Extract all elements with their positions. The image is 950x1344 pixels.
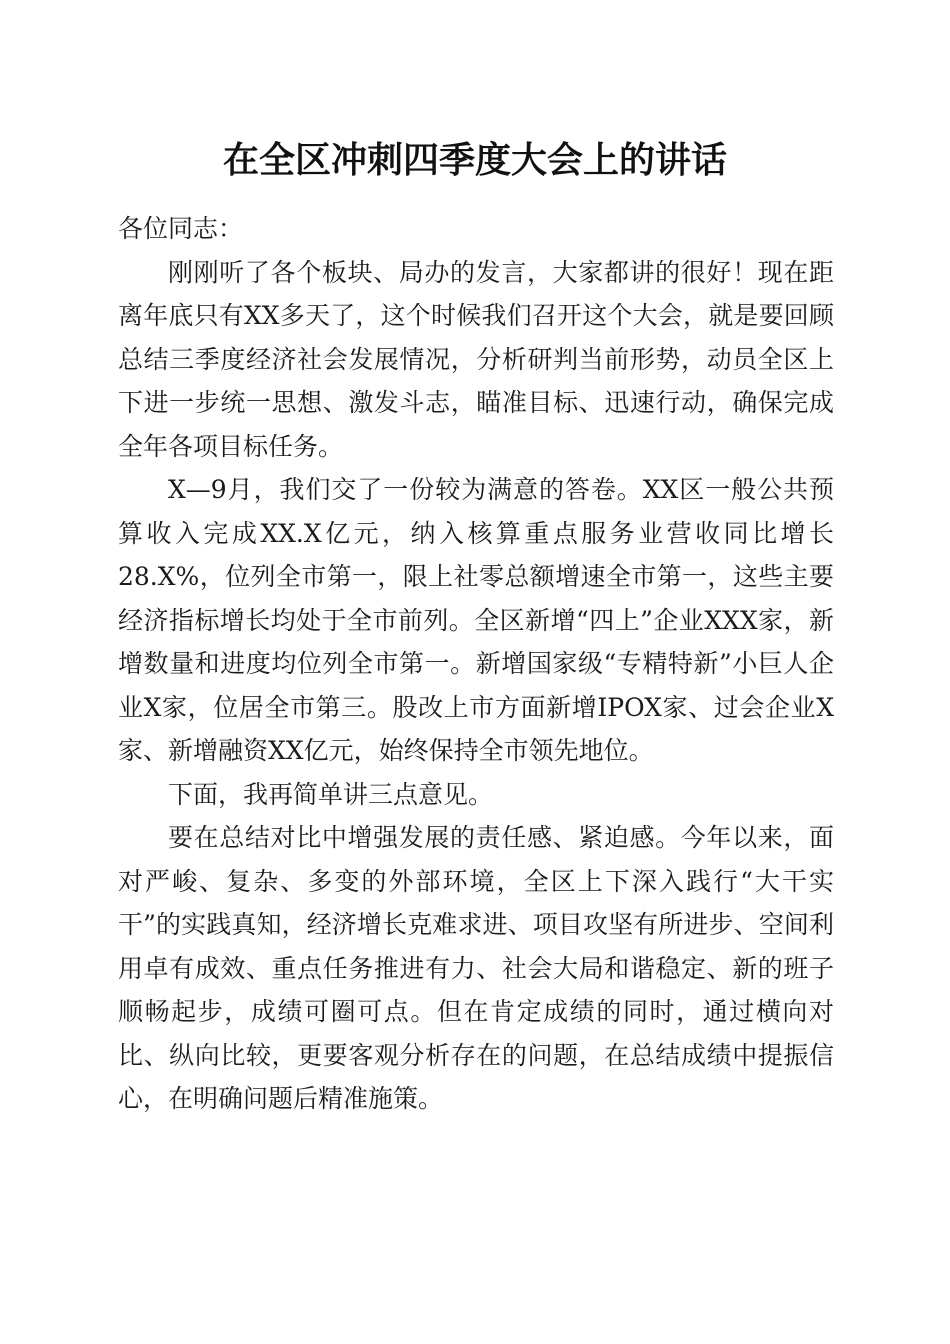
- document-body: [118, 207, 834, 1121]
- paragraph-achievements: X—9月，我们交了一份较为满意的答卷。XX区一般公共预算收入完成XX.X亿元，纳入核算重点服务业营收同比增长28.X%，位列全市第一，限上社零总额增速全市第一，这些主要经济指标增长均处于全市前列。全区新增“四上”企业XXX家，新增数量和进度均位列全市第一。新增国家级“专精特新”小巨人企业X家，位居全市第三。股改上市方面新增IPOX家、过会企业X家、新增融资XX亿元，始终保持全市领先地位。: [118, 475, 834, 765]
- paragraph-opening: 刚刚听了各个板块、局办的发言，大家都讲的很好！现在距离年底只有XX多天了，这个时候我们召开这个大会，就是要回顾总结三季度经济社会发展情况，分析研判当前形势，动员全区上下进一步统一思想、激发斗志，瞄准目标、迅速行动，确保完成全年各项目标任务。: [118, 257, 834, 461]
- salutation: 各位同志：: [118, 214, 244, 243]
- document-title: 在全区冲刺四季度大会上的讲话: [222, 139, 727, 181]
- paragraph-transition: 下面，我再简单讲三点意见。: [168, 779, 494, 809]
- paragraph-point-one: 要在总结对比中增强发展的责任感、紧迫感。今年以来，面对严峻、复杂、多变的外部环境，全区上下深入践行“大干实干”的实践真知，经济增长克难求进、项目攻坚有所进步、空间利用卓有成效、重点任务推进有力、社会大局和谐稳定、新的班子顺畅起步，成绩可圈可点。但在肯定成绩的同时，通过横向对比、纵向比较，更要客观分析存在的问题，在总结成绩中提振信心，在明确问题后精准施策。: [118, 823, 834, 1113]
